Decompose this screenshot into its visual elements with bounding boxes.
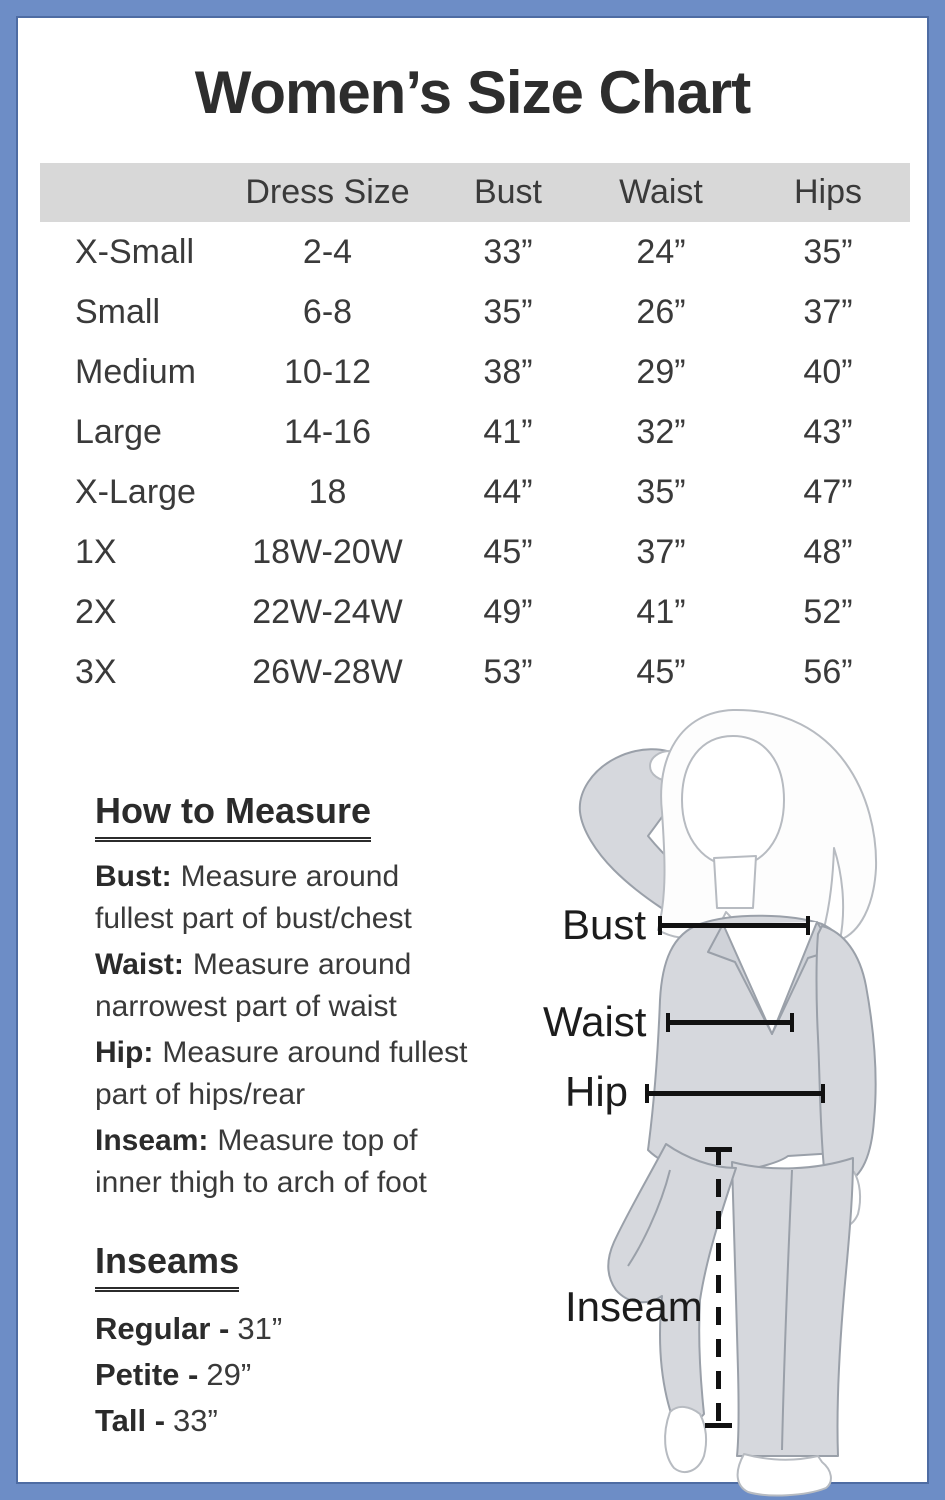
measure-text-inseam: Measure top of inner thigh to arch of foot (95, 1124, 427, 1199)
cell-waist: 37” (636, 532, 686, 571)
cell-dress-size: 14-16 (284, 412, 371, 451)
cell-dress-size: 18W-20W (252, 532, 403, 571)
cell-waist: 41” (636, 592, 686, 631)
header-cell-hips: Hips (793, 173, 863, 211)
inseam-label-tall: Tall - (95, 1403, 166, 1438)
cell-hips: 43” (803, 412, 853, 451)
cell-waist: 24” (636, 232, 686, 271)
measure-text-hip: Measure around fullest part of hips/rear (95, 1036, 468, 1111)
measure-instruction-bust (95, 856, 480, 940)
table-row (40, 582, 910, 642)
measure-text-bust: Measure around fullest part of bust/chest (95, 860, 412, 935)
inseam-value-tall: 33” (173, 1403, 218, 1438)
measure-text-waist: Measure around narrowest part of waist (95, 948, 412, 1023)
cell-waist: 35” (636, 472, 686, 511)
measure-label-hip: Hip: (95, 1036, 154, 1069)
face (682, 736, 784, 866)
cell-bust: 44” (483, 472, 533, 511)
inseam-tall (95, 1398, 480, 1444)
bust-measure-line (660, 923, 808, 928)
header-cell-bust: Bust (473, 173, 543, 211)
table-row (40, 282, 910, 342)
cell-bust: 35” (483, 292, 533, 331)
inseam-label-regular: Regular - (95, 1311, 230, 1346)
cell-size: X-Large (75, 472, 196, 511)
measurement-figure (520, 700, 944, 1500)
inseams-heading: Inseams (95, 1240, 239, 1292)
cell-hips: 48” (803, 532, 853, 571)
cell-dress-size: 6-8 (302, 292, 353, 331)
measure-label-bust: Bust: (95, 860, 172, 893)
inseams-section (95, 1240, 480, 1444)
page-title: Women’s Size Chart (194, 59, 751, 126)
figure-label-inseam: Inseam (565, 1283, 703, 1330)
cell-size: 1X (75, 532, 117, 571)
cell-size: Medium (75, 352, 196, 391)
cell-hips: 56” (803, 652, 853, 691)
inseam-measure-line (716, 1147, 721, 1428)
inseam-value-petite: 29” (206, 1357, 252, 1392)
cell-dress-size: 2-4 (302, 232, 353, 271)
cell-hips: 52” (803, 592, 853, 631)
size-chart-page (16, 16, 929, 1484)
measure-label-inseam: Inseam: (95, 1124, 209, 1157)
table-row (40, 642, 910, 702)
inseam-regular (95, 1306, 480, 1352)
size-table (40, 163, 910, 702)
cell-size: Large (75, 412, 162, 451)
measure-label-waist: Waist: (95, 948, 184, 981)
table-row (40, 402, 910, 462)
figure-label-waist: Waist (543, 998, 647, 1045)
table-row (40, 462, 910, 522)
neck (714, 856, 756, 908)
cell-bust: 49” (483, 592, 533, 631)
size-table-header-row (40, 163, 910, 222)
hip-measure-line (647, 1091, 823, 1096)
cell-waist: 26” (636, 292, 686, 331)
cell-waist: 45” (636, 652, 686, 691)
cell-dress-size: 10-12 (284, 352, 371, 391)
cell-dress-size: 26W-28W (252, 652, 403, 691)
cell-size: Small (75, 292, 161, 331)
cell-size: 2X (75, 592, 117, 631)
header-cell-dress-size: Dress Size (245, 173, 410, 211)
standing-foot (738, 1454, 831, 1495)
cell-bust: 33” (483, 232, 533, 271)
hanging-sleeve (817, 926, 876, 1179)
how-to-measure-section (95, 790, 480, 1208)
inseam-label-petite: Petite - (95, 1357, 199, 1392)
measure-instruction-waist (95, 944, 480, 1028)
table-row (40, 342, 910, 402)
cell-hips: 40” (803, 352, 853, 391)
table-row (40, 222, 910, 282)
cell-bust: 53” (483, 652, 533, 691)
cell-dress-size: 22W-24W (252, 592, 403, 631)
figure-label-bust: Bust (562, 901, 647, 948)
waist-measure-line (668, 1020, 792, 1025)
measure-instruction-hip (95, 1032, 480, 1116)
cell-waist: 32” (636, 412, 686, 451)
how-to-measure-heading: How to Measure (95, 790, 371, 842)
figure-label-hip: Hip (565, 1068, 629, 1115)
cell-hips: 47” (803, 472, 853, 511)
measure-instruction-inseam (95, 1120, 480, 1204)
table-row (40, 522, 910, 582)
cell-bust: 41” (483, 412, 533, 451)
inseam-value-regular: 31” (237, 1311, 283, 1346)
cell-waist: 29” (636, 352, 686, 391)
header-cell-waist: Waist (619, 173, 703, 211)
cell-hips: 35” (803, 232, 853, 271)
cell-bust: 38” (483, 352, 533, 391)
tiptoe-foot (665, 1407, 706, 1472)
cell-size: X-Small (75, 232, 195, 271)
cell-size: 3X (75, 652, 117, 691)
cell-hips: 37” (803, 292, 853, 331)
straight-leg (732, 1158, 853, 1456)
cell-bust: 45” (483, 532, 533, 571)
inseam-petite (95, 1352, 480, 1398)
cell-dress-size: 18 (308, 472, 347, 511)
